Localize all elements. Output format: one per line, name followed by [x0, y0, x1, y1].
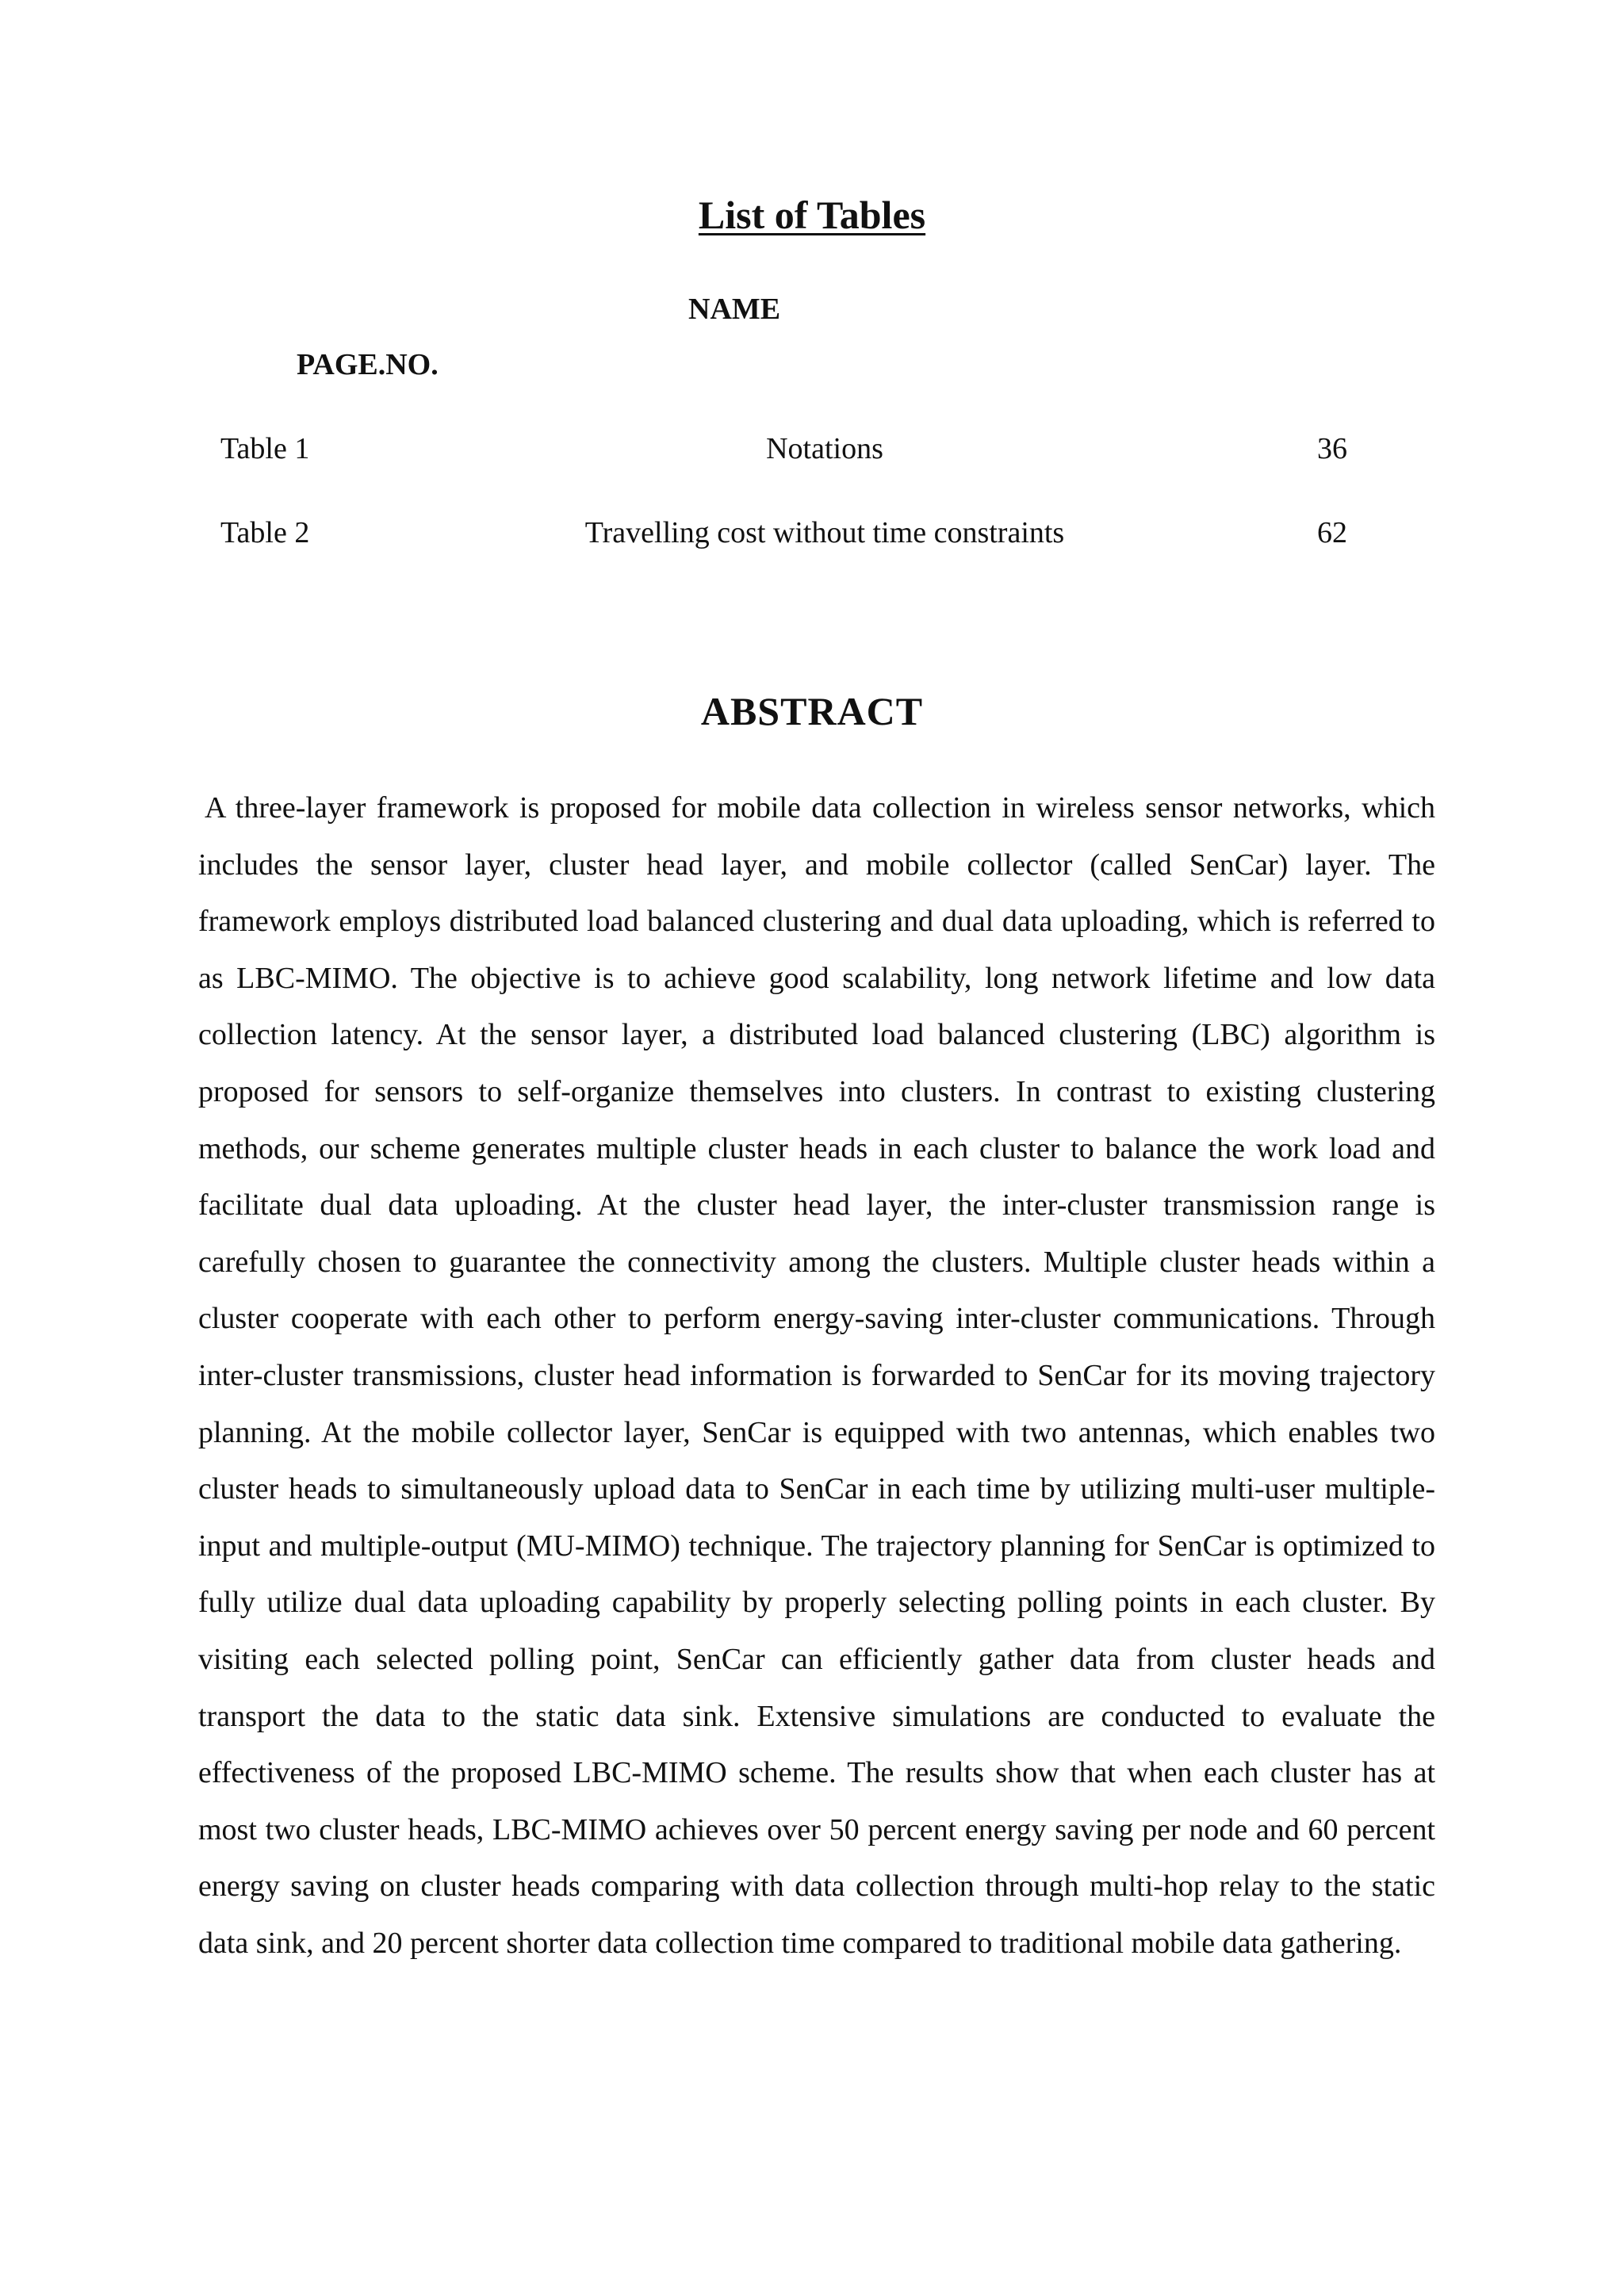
table-label: Table 1: [220, 432, 310, 465]
list-of-tables-title: List of Tables: [698, 193, 926, 237]
table-list-row: [0, 515, 1624, 563]
name-column-header: NAME: [688, 293, 781, 326]
table-list-row: [0, 431, 1624, 479]
page-number-column-header: PAGE.NO.: [297, 348, 439, 381]
table-page-number: 36: [1317, 432, 1347, 465]
table-label: Table 2: [220, 516, 310, 549]
table-page-number: 62: [1317, 516, 1347, 549]
table-name: Notations: [766, 432, 883, 465]
abstract-title: ABSTRACT: [700, 689, 924, 733]
abstract-body: A three-layer framework is proposed for mobile data collection in wireless sensor networks, which includes the sensor layer, cluster head layer, and mobile collector (called SenCar) layer. The framework employs distributed load balanced clustering and dual data uploading, which is referred to as LBC-MIMO. The objective is to achieve good scalability, long network lifetime and low data collection latency. At the sensor layer, a distributed load balanced clustering (LBC) algorithm is proposed for sensors to self-organize themselves into clusters. In contrast to existing clustering methods, our scheme generates multiple cluster heads in each cluster to balance the work load and facilitate dual data uploading. At the cluster head layer, the inter-cluster transmission range is carefully chosen to guarantee the connectivity among the clusters. Multiple cluster heads within a cluster cooperate with each other to perform energy-saving inter-cluster communications. Through inter-cluster transmissions, cluster head information is forwarded to SenCar for its moving trajectory planning. At the mobile collector layer, SenCar is equipped with two antennas, which enables two cluster heads to simultaneously upload data to SenCar in each time by utilizing multi-user multiple-input and multiple-output (MU-MIMO) technique. The trajectory planning for SenCar is optimized to fully utilize dual data uploading capability by properly selecting polling points in each cluster. By visiting each selected polling point, SenCar can efficiently gather data from cluster heads and transport the data to the static data sink. Extensive simulations are conducted to evaluate the effectiveness of the proposed LBC-MIMO scheme. The results show that when each cluster has at most two cluster heads, LBC-MIMO achieves over 50 percent energy saving per node and 60 percent energy saving on cluster heads comparing with data collection through multi-hop relay to the static data sink, and 20 percent shorter data collection time compared to traditional mobile data gathering.: [198, 791, 1435, 1960]
table-name: Travelling cost without time constraints: [584, 516, 1065, 549]
